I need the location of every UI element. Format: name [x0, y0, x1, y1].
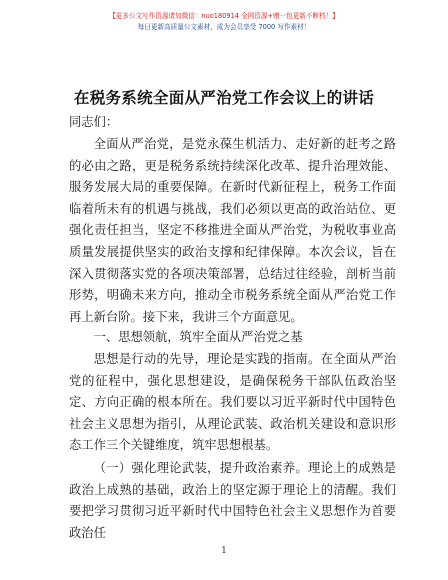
salutation: 同志们：	[69, 115, 119, 129]
intro-paragraph: 全面从严治党，是党永葆生机活力、走好新的赶考之路的必由之路，更是税务系统持续深化改革、提升治理效能、服务发展大局的重要保障。在新时代新征程上，税务工作面临着所未有的机遇与挑战，我们必须以更高的政治站位、更强化责任担当，坚定不移推进全面从严治党，为税收事业高质量发展提供坚实的政治支撑和纪律保障。本次会议，旨在深入贯彻落实党的各项决策部署，总结过往经验，剖析当前形势，明确未来方向，推动全市税务系统全面从严治党工作再上新台阶。接下来，我讲三个方面意见。	[69, 137, 396, 324]
document-title: 在税务系统全面从严治党工作会议上的讲话	[73, 89, 375, 107]
promo-banner-line-1: 【更多公文写作资源请加微信：nuo180914 全网资源+赠一包更新不断档！】	[109, 12, 339, 20]
section-heading-1: 一、思想领航，筑牢全面从严治党之基	[93, 330, 303, 344]
page-number: 1	[221, 546, 227, 556]
section-1-paragraph: 思想是行动的先导，理论是实践的指南。在全面从严治党的征程中，强化思想建设，是确保税务干部队伍政治坚定、方向正确的根本所在。我们要以习近平新时代中国特色社会主义思想为指引，从理论武装、政治机关建设和意识形态工作三个关键维度，筑牢思想根基。	[69, 352, 396, 453]
promo-banner-line-2: 每日更新高质量公文素材，成为会员享受 7000 写作素材！	[137, 23, 311, 31]
subsection-1-paragraph: （一）强化理论武装，提升政治素养。理论上的成熟是政治上成熟的基础，政治上的坚定源于理论上的清醒。我们要把学习贯彻习近平新时代中国特色社会主义思想作为首要政治任	[69, 461, 396, 540]
